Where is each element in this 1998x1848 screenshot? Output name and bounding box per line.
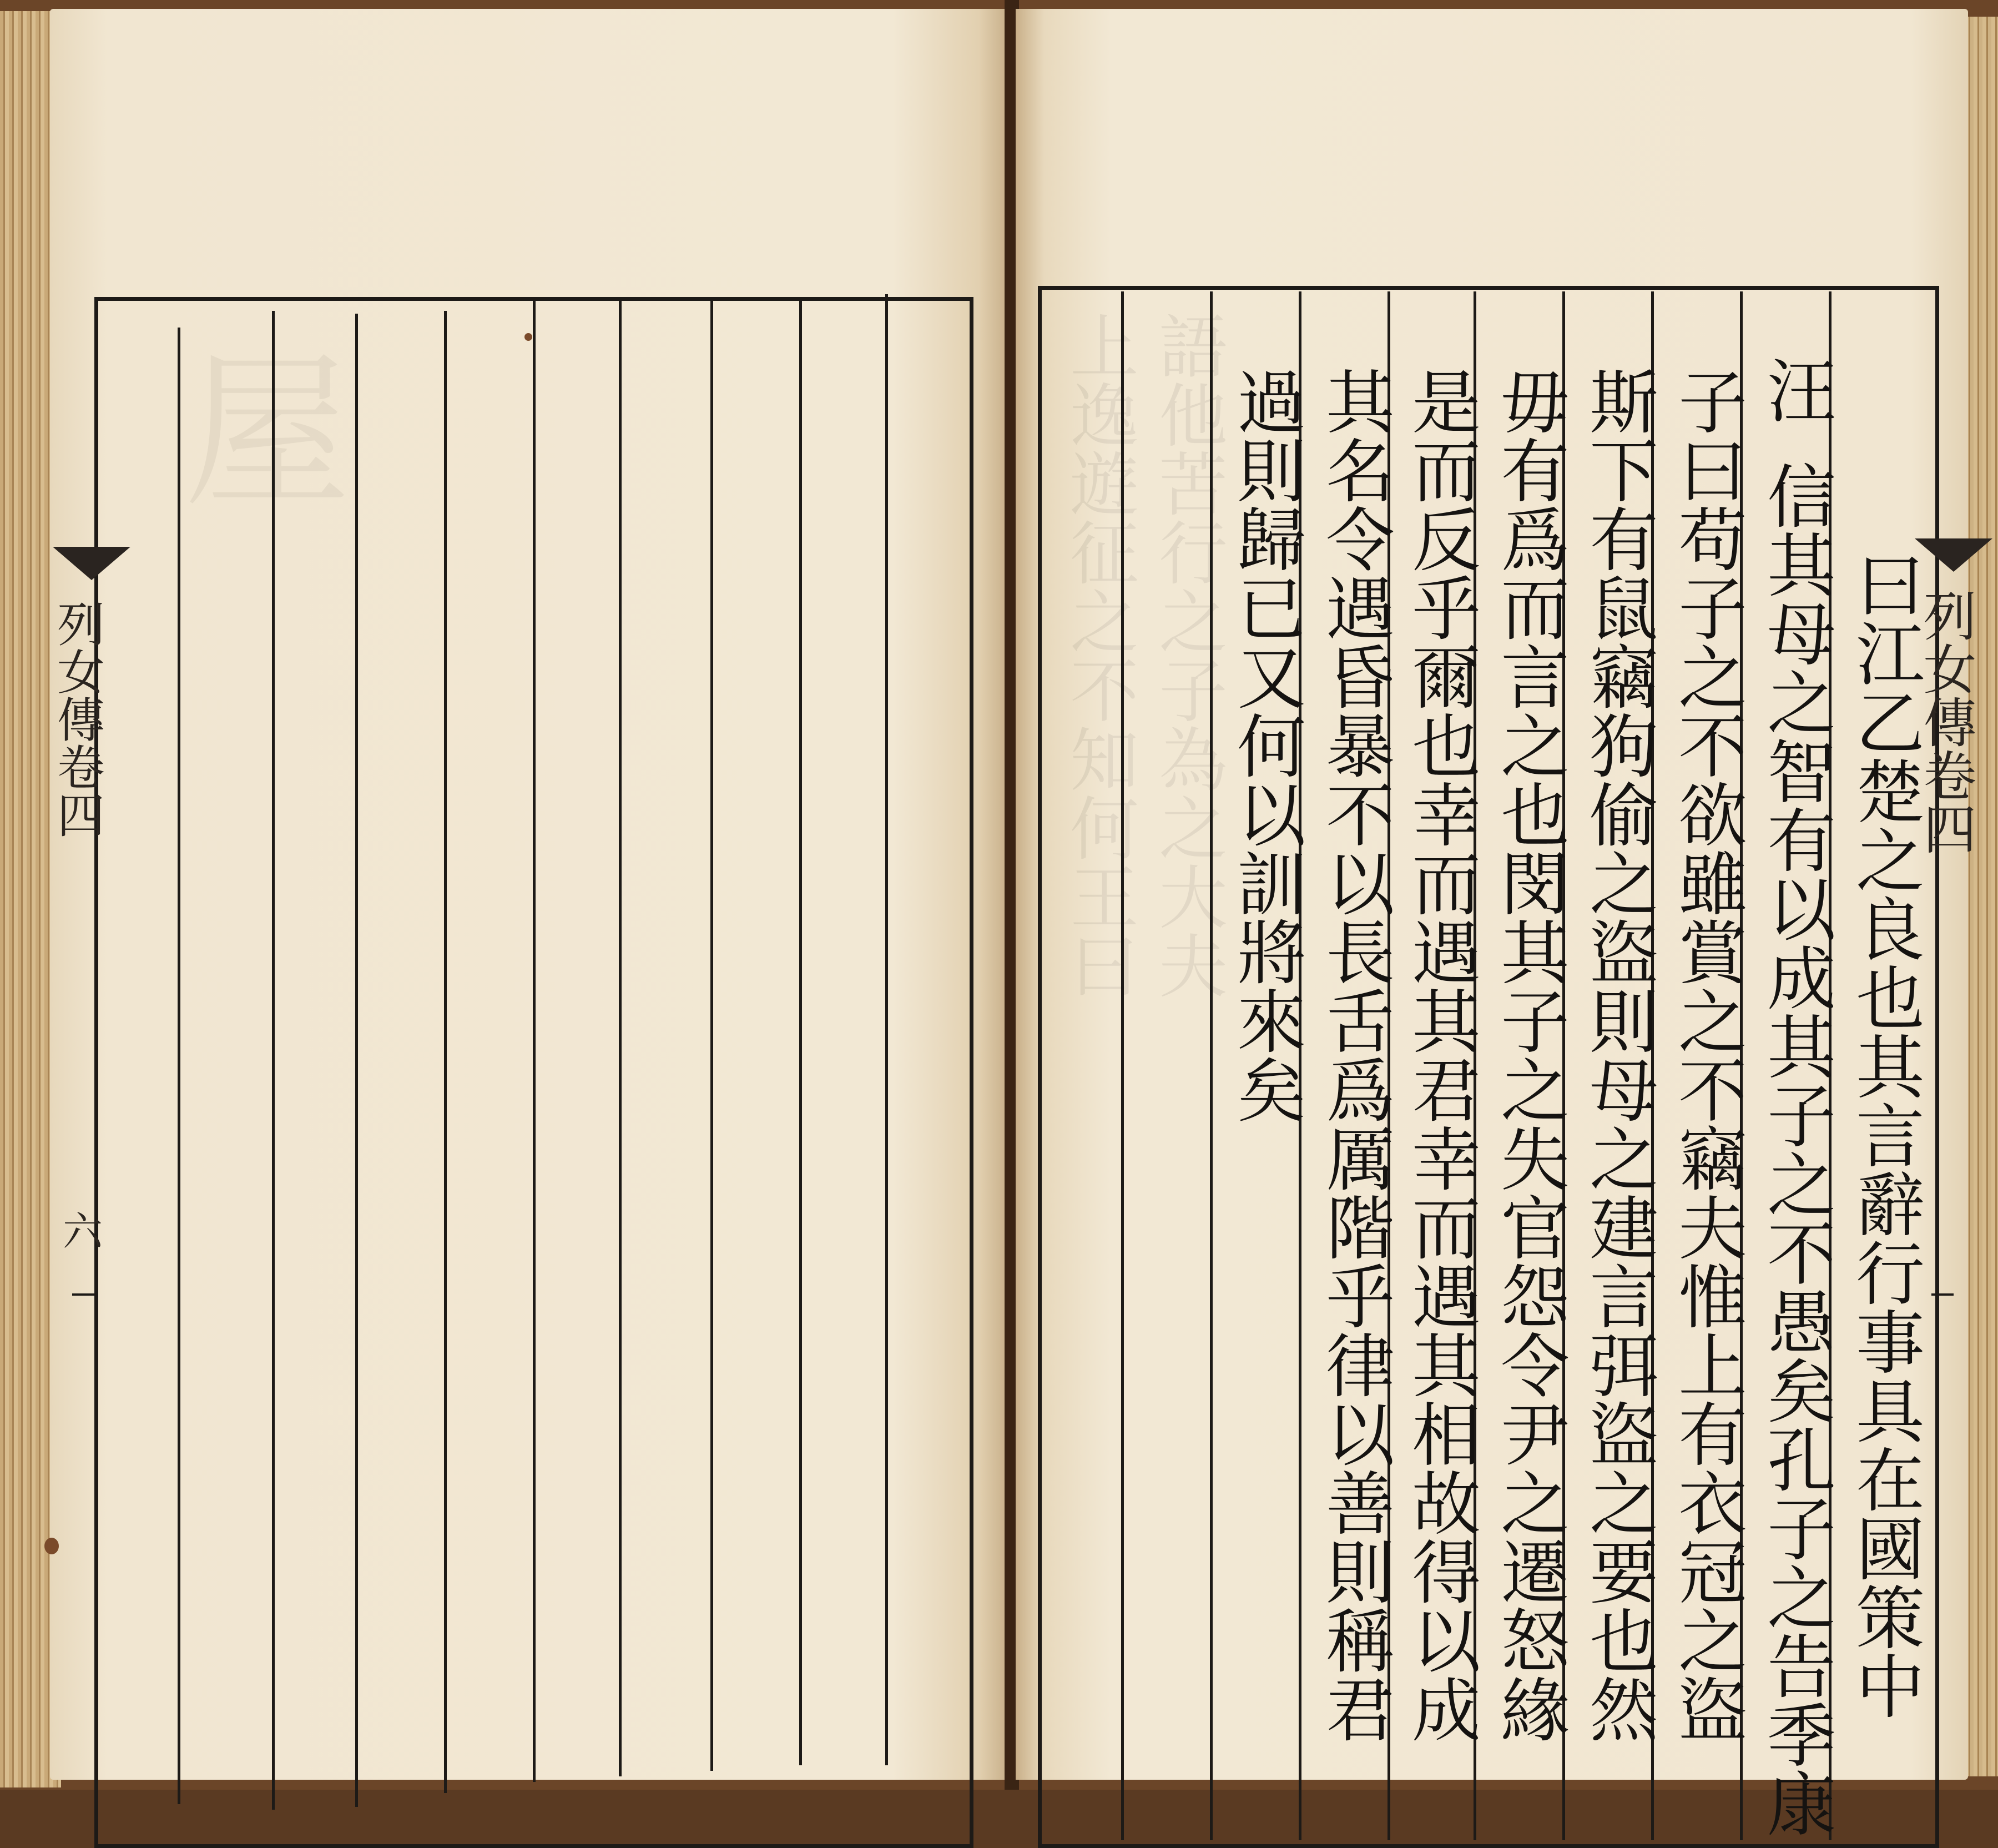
left-column-rule — [799, 300, 802, 1765]
ink-spot — [524, 333, 532, 341]
ink-spot — [44, 1538, 59, 1554]
text-column-2: 曰江乙楚之良也其言辭行事具在國策中 — [1844, 550, 1924, 1720]
left-column-rule — [533, 297, 536, 1782]
text-column-4: 子曰苟子之不欲雖賞之不竊夫惟上有衣冠之盜 — [1667, 366, 1747, 1743]
show-through-marks: 屋 — [156, 344, 350, 511]
fish-tail-mark-right — [1915, 538, 1992, 572]
left-column-rule — [885, 294, 888, 1765]
text-column-5: 斯下有鼠竊狗偷之盜則母之建言弭盜之要也然 — [1578, 366, 1658, 1743]
page-edges-right — [1965, 17, 1998, 1776]
left-column-rule — [619, 297, 622, 1776]
show-through-text: 上逸遊征之不知何王曰 — [1058, 311, 1138, 999]
text-column-6: 毋有爲而言之也閔其子之失官怨令尹之遷怒緣 — [1489, 366, 1569, 1743]
text-column-8: 其名令遇昏暴不以長舌爲厲階乎律以善則稱君 — [1314, 366, 1394, 1743]
left-folio-number: 六 — [56, 1210, 103, 1250]
left-column-rule — [355, 314, 358, 1807]
text-column-7: 是而反乎爾也幸而遇其君幸而遇其相故得以成 — [1400, 366, 1480, 1743]
right-margin-tick — [1931, 1293, 1954, 1296]
text-column-9: 過則歸已又何以訓將來矣 — [1225, 366, 1305, 1124]
right-margin-title: 列女傳卷四 — [1915, 588, 1977, 855]
left-column-rule — [272, 311, 275, 1810]
left-margin-title: 列女傳卷四 — [49, 600, 104, 838]
left-margin-tick — [72, 1293, 94, 1296]
text-column-1: 汪 — [1755, 355, 1835, 424]
left-column-rule — [444, 311, 447, 1793]
show-through-text: 語他苦行之子為之大夫 — [1147, 311, 1227, 999]
text-column-3: 信其母之智有以成其子之不愚矣孔子之告季康 — [1755, 461, 1835, 1837]
fish-tail-mark-left — [53, 547, 130, 580]
left-column-rule — [178, 328, 180, 1804]
left-column-rule — [710, 300, 713, 1771]
